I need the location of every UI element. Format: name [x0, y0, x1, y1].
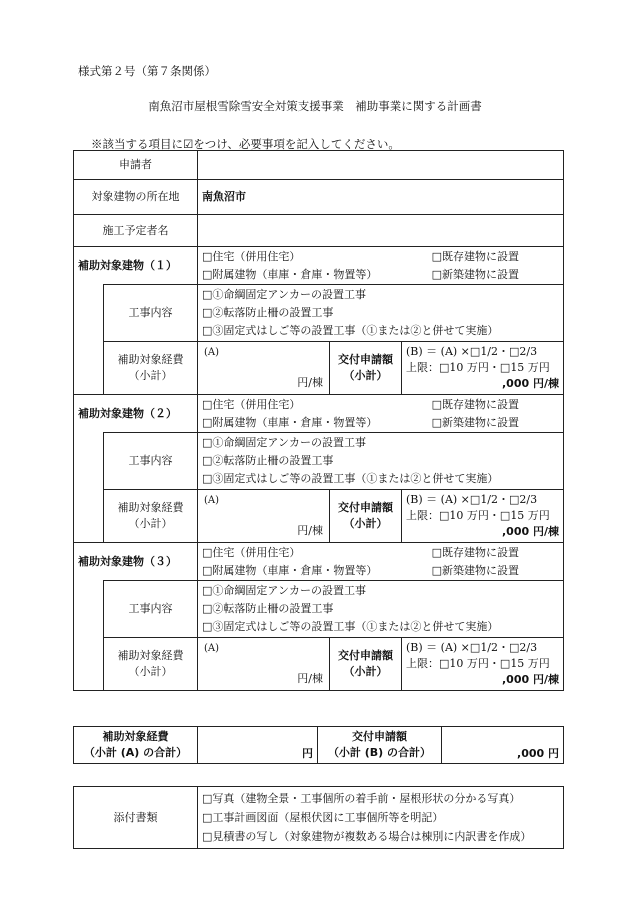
attachments-label: 添付書類 [74, 787, 198, 849]
location-field[interactable]: 南魚沼市 [198, 180, 564, 215]
building-1-rate-twothirds-checkbox[interactable]: □ 2/3 [509, 345, 537, 358]
building-3-work-fence-checkbox[interactable]: □ ②転落防止柵の設置工事 [202, 600, 559, 618]
location-label: 対象建物の所在地 [74, 180, 198, 215]
summary-cost-label: 補助対象経費 （小計 (A) の合計） [74, 727, 198, 764]
building-1-type-annex-checkbox[interactable]: □ 附属建物（車庫・倉庫・物置等） [202, 266, 377, 284]
building-2-new-checkbox[interactable]: □ 新築建物に設置 [432, 414, 519, 432]
building-2-rate-half-checkbox[interactable]: □ 1/2 [470, 493, 498, 506]
building-3-work-ladder-checkbox[interactable]: □ ③固定式はしご等の設置工事（①または②と併せて実施） [202, 618, 559, 636]
building-2-work-anchor-checkbox[interactable]: □ ①命綱固定アンカーの設置工事 [202, 434, 559, 452]
summary-grant-field[interactable]: ,000 円 [442, 727, 564, 764]
building-2-grant-field[interactable]: (B) ＝ (A) ×□ 1/2・□ 2/3 上限：□ 10 万円・□ 15 万円 ,000 円/棟 [402, 490, 564, 543]
building-2-work-label: 工事内容 [104, 433, 198, 490]
summary-table [73, 726, 564, 764]
contractor-field[interactable] [198, 215, 564, 247]
building-1-grant-field[interactable]: (B) ＝ (A) ×□ 1/2・□ 2/3 上限：□ 10 万円・□ 15 万円 ,000 円/棟 [402, 342, 564, 395]
plan-table [73, 150, 564, 691]
building-1-existing-checkbox[interactable]: □ 既存建物に設置 [432, 248, 519, 266]
building-1-work-fence-checkbox[interactable]: □ ②転落防止柵の設置工事 [202, 304, 559, 322]
building-2-limit-10-checkbox[interactable]: □ 10 万円 [439, 509, 489, 522]
building-2-type-annex-checkbox[interactable]: □ 附属建物（車庫・倉庫・物置等） [202, 414, 377, 432]
building-3-cost-label: 補助対象経費 （小計） [104, 638, 198, 691]
building-3-limit-15-checkbox[interactable]: □ 15 万円 [500, 657, 550, 670]
attachment-photo-checkbox[interactable]: □ 写真（建物全景・工事個所の着手前・屋根形状の分かる写真） [202, 789, 559, 808]
building-3-limit-10-checkbox[interactable]: □ 10 万円 [439, 657, 489, 670]
building-1-limit-15-checkbox[interactable]: □ 15 万円 [500, 361, 550, 374]
building-2-title: 補助対象建物（２） [74, 395, 198, 433]
building-3-grant-field[interactable]: (B) ＝ (A) ×□ 1/2・□ 2/3 上限：□ 10 万円・□ 15 万円 ,000 円/棟 [402, 638, 564, 691]
attachment-drawing-checkbox[interactable]: □ 工事計画図面（屋根伏図に工事個所等を明記） [202, 808, 559, 827]
building-2-limit-15-checkbox[interactable]: □ 15 万円 [500, 509, 550, 522]
building-2-work-fence-checkbox[interactable]: □ ②転落防止柵の設置工事 [202, 452, 559, 470]
building-3-type-annex-checkbox[interactable]: □ 附属建物（車庫・倉庫・物置等） [202, 562, 377, 580]
building-1-cost-label: 補助対象経費 （小計） [104, 342, 198, 395]
building-3-cost-field[interactable]: (A) 円/棟 [198, 638, 330, 691]
attachments-table [73, 786, 564, 849]
building-1-title: 補助対象建物（１） [74, 247, 198, 285]
building-1-type-house-checkbox[interactable]: □ 住宅（併用住宅） [202, 248, 300, 266]
building-3-work-label: 工事内容 [104, 581, 198, 638]
building-2-grant-label: 交付申請額 （小計） [330, 490, 402, 543]
building-2-cost-field[interactable]: (A) 円/棟 [198, 490, 330, 543]
summary-cost-field[interactable]: 円 [198, 727, 318, 764]
building-2-work-ladder-checkbox[interactable]: □ ③固定式はしご等の設置工事（①または②と併せて実施） [202, 470, 559, 488]
building-1-cost-field[interactable]: (A) 円/棟 [198, 342, 330, 395]
instruction-note: ※該当する項目に☑をつけ、必要事項を記入してください。 [91, 137, 400, 151]
contractor-label: 施工予定者名 [74, 215, 198, 247]
attachment-estimate-checkbox[interactable]: □ 見積書の写し（対象建物が複数ある場合は棟別に内訳書を作成） [202, 827, 559, 846]
building-3-existing-checkbox[interactable]: □ 既存建物に設置 [432, 544, 519, 562]
building-3-type-house-checkbox[interactable]: □ 住宅（併用住宅） [202, 544, 300, 562]
applicant-label: 申請者 [74, 151, 198, 180]
building-1-work-anchor-checkbox[interactable]: □ ①命綱固定アンカーの設置工事 [202, 286, 559, 304]
building-1-grant-label: 交付申請額 （小計） [330, 342, 402, 395]
building-3-title: 補助対象建物（３） [74, 543, 198, 581]
form-number: 様式第２号（第７条関係） [78, 64, 216, 78]
building-3-work-anchor-checkbox[interactable]: □ ①命綱固定アンカーの設置工事 [202, 582, 559, 600]
applicant-field[interactable] [198, 151, 564, 180]
building-2-cost-label: 補助対象経費 （小計） [104, 490, 198, 543]
building-1-limit-10-checkbox[interactable]: □ 10 万円 [439, 361, 489, 374]
building-3-grant-label: 交付申請額 （小計） [330, 638, 402, 691]
building-1-new-checkbox[interactable]: □ 新築建物に設置 [432, 266, 519, 284]
building-1-work-label: 工事内容 [104, 285, 198, 342]
page-title: 南魚沼市屋根雪除雪安全対策支援事業 補助事業に関する計画書 [148, 99, 482, 113]
building-3-new-checkbox[interactable]: □ 新築建物に設置 [432, 562, 519, 580]
building-1-work-ladder-checkbox[interactable]: □ ③固定式はしご等の設置工事（①または②と併せて実施） [202, 322, 559, 340]
building-2-rate-twothirds-checkbox[interactable]: □ 2/3 [509, 493, 537, 506]
building-2-existing-checkbox[interactable]: □ 既存建物に設置 [432, 396, 519, 414]
building-1-rate-half-checkbox[interactable]: □ 1/2 [470, 345, 498, 358]
building-2-type-house-checkbox[interactable]: □ 住宅（併用住宅） [202, 396, 300, 414]
summary-grant-label: 交付申請額 （小計 (B) の合計） [318, 727, 442, 764]
building-3-rate-twothirds-checkbox[interactable]: □ 2/3 [509, 641, 537, 654]
building-3-rate-half-checkbox[interactable]: □ 1/2 [470, 641, 498, 654]
